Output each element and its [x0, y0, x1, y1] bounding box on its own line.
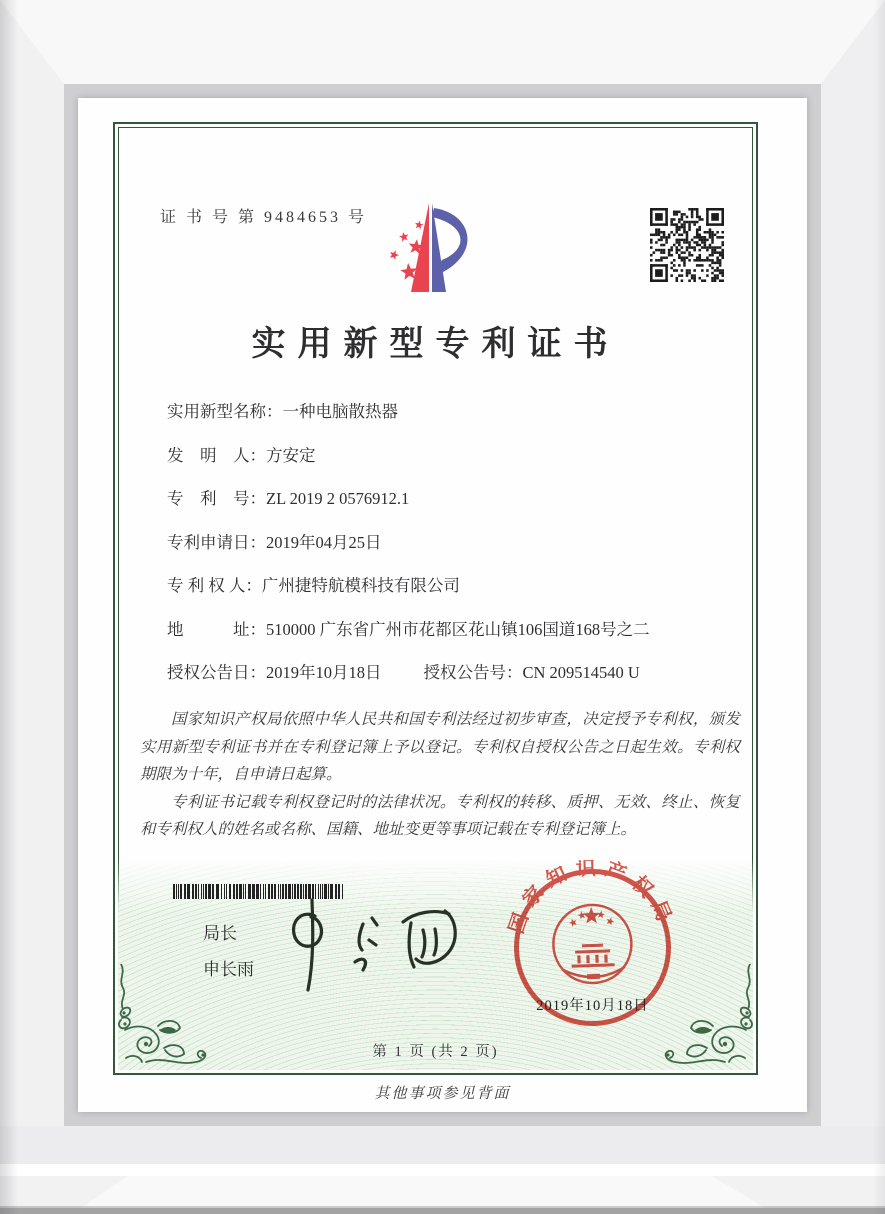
cnipa-logo: [377, 198, 485, 304]
director-title: 局长: [203, 924, 237, 943]
seal-national-emblem: [552, 904, 633, 985]
seal-gate: [571, 943, 615, 967]
field-row: [167, 446, 736, 466]
patent-fields: [167, 402, 736, 707]
director-block: [203, 924, 254, 980]
frame-left-shadow: [0, 0, 18, 1214]
field-label: 专利申请日：: [167, 532, 266, 552]
field-row: [167, 489, 736, 509]
field-label: 专 利 权 人：: [167, 576, 262, 595]
field-label: 实用新型名称：: [167, 402, 283, 421]
field-row: [167, 533, 736, 553]
certificate-border: [113, 122, 758, 1075]
certificate-paper: [78, 98, 807, 1112]
field-label: 发 明 人：: [167, 445, 266, 465]
director-name: 申长雨: [203, 960, 254, 979]
field-value: 510000 广东省广州市花都区花山镇106国道168号之二: [266, 619, 650, 639]
footer-note: 其他事项参见背面: [374, 1086, 511, 1102]
legal-paragraphs: [140, 706, 740, 844]
field-row: [167, 663, 736, 683]
field-label: 地 址：: [167, 619, 266, 639]
seal-arc-text: 国家知识产权局: [505, 857, 678, 937]
field-value: ZL 2019 2 0576912.1: [266, 489, 410, 508]
legal-paragraph: 国家知识产权局依照中华人民共和国专利法经过初步审查，决定授予专利权，颁发实用新型专利证书并在专利登记簿上予以登记。专利权自授权公告之日起生效。专利权期限为十年，自申请日起算。: [140, 711, 740, 783]
seal-date: 2019年10月18日: [536, 998, 649, 1014]
director-signature: [275, 890, 475, 998]
field-value: 一种电脑散热器: [282, 402, 398, 421]
field-value: CN 209514540 U: [522, 663, 640, 682]
field-value: 2019年10月18日: [266, 663, 382, 682]
page-number: 第 1 页 (共 2 页): [372, 1044, 499, 1060]
frame-sill-highlight: [60, 1174, 765, 1208]
svg-text:国家知识产权局: [502, 857, 679, 937]
field-row: [167, 620, 736, 640]
field-label: 专 利 号：: [167, 489, 266, 508]
field-value: 方安定: [266, 445, 316, 465]
field-value: 广州捷特航模科技有限公司: [261, 576, 460, 595]
frame-bottom-shadow: [0, 1206, 885, 1214]
field-row: [167, 576, 736, 596]
field-row: [167, 402, 736, 422]
certificate-title: 实用新型专利证书: [251, 326, 620, 363]
field-value: 2019年04月25日: [266, 532, 382, 552]
field-label: 授权公告号：: [423, 663, 523, 682]
qr-code: [650, 208, 724, 282]
certificate-number: 证 书 号 第 9484653 号: [160, 209, 368, 226]
frame-right-shadow: [873, 0, 885, 1214]
legal-paragraph: 专利证书记载专利权登记时的法律状况。专利权的转移、质押、无效、终止、恢复和专利权人的姓名或名称、国籍、地址变更等事项记载在专利登记簿上。: [140, 793, 740, 838]
field-label: 授权公告日：: [167, 663, 266, 682]
